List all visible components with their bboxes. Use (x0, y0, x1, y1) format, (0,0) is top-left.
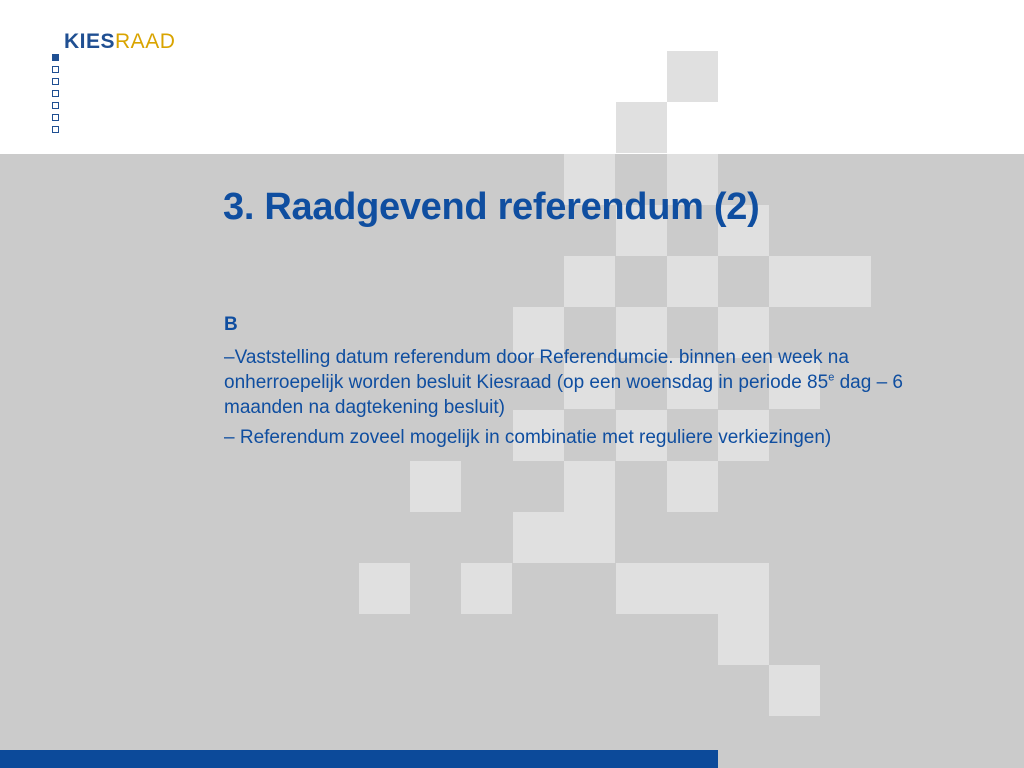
deco-square (564, 256, 615, 307)
logo-raad: RAAD (115, 30, 176, 53)
logo-square (52, 78, 59, 85)
logo-square (52, 126, 59, 133)
bullet-vaststelling (224, 345, 924, 420)
deco-square (564, 512, 615, 563)
deco-square (616, 102, 667, 153)
deco-square (667, 461, 718, 512)
deco-square (769, 665, 820, 716)
superscript-e: e (828, 371, 835, 384)
deco-square (461, 563, 512, 614)
deco-square (667, 256, 718, 307)
bullet-text-continued: dag – 6 maanden na dagtekening besluit) (224, 372, 903, 418)
deco-square (616, 563, 667, 614)
logo-kies: KIES (64, 30, 116, 53)
slide-body (224, 312, 924, 455)
bottom-accent-bar (0, 750, 718, 768)
background-band (0, 154, 1024, 768)
logo-square (52, 114, 59, 121)
logo-square (52, 90, 59, 97)
bullet-text: –Vaststelling datum referendum door Referendumcie. binnen een week na onherroepelijk worden besluit Kiesraad (op een woensdag in periode 85 (224, 347, 849, 393)
logo-square (52, 54, 59, 61)
logo-squares-icon (52, 54, 60, 138)
deco-square (718, 563, 769, 614)
logo-square (52, 66, 59, 73)
bullet-referendum: – Referendum zoveel mogelijk in combinatie met reguliere verkiezingen) (224, 427, 832, 448)
deco-square (359, 563, 410, 614)
deco-square (769, 256, 820, 307)
section-label: B (224, 314, 238, 335)
slide-title: 3. Raadgevend referendum (2) (223, 186, 760, 228)
deco-square (667, 51, 718, 102)
deco-square (513, 512, 564, 563)
deco-square (564, 461, 615, 512)
deco-square (820, 256, 871, 307)
deco-square (410, 461, 461, 512)
logo-square (52, 102, 59, 109)
deco-square (667, 563, 718, 614)
logo-wordmark (64, 30, 175, 54)
deco-square (718, 614, 769, 665)
